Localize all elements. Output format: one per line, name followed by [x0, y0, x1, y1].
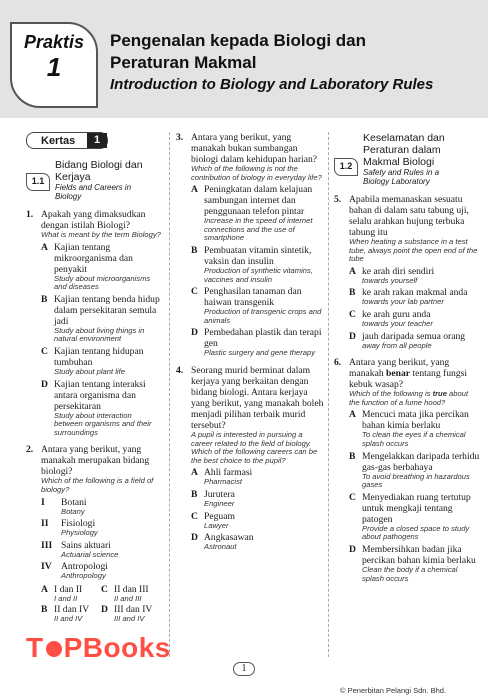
- option-text-english: Production of synthetic vitamins, vaccines and insulin: [204, 265, 313, 284]
- option-b[interactable]: B Jurutera Engineer: [191, 489, 324, 509]
- option-text: Menyediakan ruang tertutup untuk mengkaji tentang patogen: [362, 491, 471, 525]
- question-number: 3.: [176, 132, 184, 143]
- topic-1-1: [26, 159, 161, 201]
- question-text-emphasis: benar: [386, 368, 411, 380]
- option-a[interactable]: A Kajian tentang mikroorganisma dan penyakit Study about microorganisms and diseases: [41, 242, 161, 292]
- option-text-english: II and IV: [54, 613, 83, 623]
- option-a[interactable]: A Mencuci mata jika percikan bahan kimia berlaku To clean the eyes if a chemical splash occurs: [349, 409, 480, 448]
- topic-1-2: [334, 132, 480, 186]
- statement-text-english: Anthropology: [61, 571, 106, 581]
- question-text-part: Antara yang berikut, yang manakah: [349, 357, 450, 380]
- option-text: II dan IV: [54, 603, 90, 615]
- topic-title-english: Biology: [55, 192, 82, 201]
- watermark-text: T: [26, 632, 44, 663]
- option-text: III dan IV: [114, 603, 153, 615]
- option-c-letter[interactable]: C: [101, 583, 108, 595]
- option-text-english: II and III: [114, 593, 142, 603]
- column-3: [334, 132, 480, 590]
- paper-label-text: Kertas: [41, 134, 76, 147]
- option-text: Pembedahan plastik dan terapi gen: [204, 327, 322, 350]
- statement-i: I Botani Botany: [41, 496, 87, 516]
- option-text-english: Study about living things in natural environment: [54, 325, 145, 344]
- question-text: Antara yang berikut, yang manakah merupakan bidang biologi?: [41, 444, 150, 478]
- column-2: [176, 132, 324, 559]
- topic-title-english: Biology Laboratory: [363, 177, 430, 186]
- option-text: Angkasawan: [204, 532, 254, 544]
- question-5: [334, 194, 480, 350]
- practice-badge: [10, 22, 98, 108]
- option-text: jauh daripada semua orang: [362, 330, 466, 342]
- option-text-english: Lawyer: [204, 520, 229, 530]
- chapter-header: [0, 0, 488, 118]
- question-text-english: Which of the following is not the contribution of biology in everyday life?: [191, 164, 322, 182]
- chapter-title-malay-line1: Pengenalan kepada Biologi dan: [110, 31, 366, 50]
- option-text: Mengelakkan daripada terhidu gas-gas berbahaya: [362, 450, 480, 473]
- option-text-english: Pharmacist: [204, 477, 242, 487]
- question-number: 2.: [26, 444, 34, 456]
- option-a[interactable]: A ke arah diri sendiri towards yourself: [349, 266, 480, 286]
- question-text-english: A pupil is interested in pursuing a career related to the field of biology. Which of the following careers can be the best choice to the pupil?: [191, 429, 318, 465]
- topic-title-english: Safety and Rules in a: [363, 168, 440, 177]
- option-text: Jurutera: [204, 488, 235, 500]
- option-d[interactable]: D jauh daripada semua orang away from all people: [349, 331, 480, 351]
- option-text: II dan III: [114, 583, 149, 595]
- option-text: Kajian tentang interaksi antara organisma dan persekitaran: [54, 378, 146, 412]
- option-text-english: Provide a closed space to study about pathogens: [362, 523, 470, 542]
- chapter-title-english: Introduction to Biology and Laboratory Rules: [110, 76, 434, 93]
- option-d-letter[interactable]: D: [101, 603, 108, 615]
- option-text-english: Study about microorganisms and diseases: [54, 273, 151, 292]
- option-d[interactable]: D Membersihkan badan jika percikan bahan kimia berlaku Clean the body if a chemical splash occurs: [349, 544, 480, 583]
- topic-title-malay: Bidang Biologi dan: [55, 159, 143, 171]
- topbooks-watermark: [26, 632, 171, 664]
- option-b[interactable]: B ke arah rakan makmal anda towards your lab partner: [349, 287, 480, 307]
- question-1: [26, 209, 161, 437]
- option-a[interactable]: A Ahli farmasi Pharmacist: [191, 467, 324, 487]
- option-a[interactable]: A Peningkatan dalam kelajuan sambungan internet dan penggunaan telefon pintar Increase in the speed of internet connections and the use of smartphone: [191, 184, 324, 243]
- statement-text: Sains aktuari: [61, 539, 111, 551]
- option-text: Peguam: [204, 510, 235, 522]
- option-text: Mencuci mata jika percikan bahan kimia berlaku: [362, 409, 469, 432]
- page-number: 1: [233, 662, 255, 676]
- question-number: 4.: [176, 364, 184, 376]
- option-text-english: Engineer: [204, 498, 235, 508]
- question-6: [334, 357, 480, 583]
- paper-label-number: 1: [87, 133, 107, 148]
- watermark-dot-icon: [46, 641, 62, 657]
- statement-iii: III Sains aktuari Actuarial science: [41, 539, 119, 559]
- question-text: Apabila memanaskan sesuatu bahan di dalam satu tabung uji, selalu arahkan hujung terbuka tabung itu: [349, 194, 469, 238]
- question-number: 5.: [334, 194, 342, 205]
- option-d[interactable]: D Pembedahan plastik dan terapi gen Plastic surgery and gene therapy: [191, 327, 324, 358]
- question-text-english-part: about the function of a fume hood?: [349, 389, 469, 407]
- option-text-english: away from all people: [362, 340, 432, 350]
- question-number: 1.: [26, 209, 34, 220]
- option-b-letter[interactable]: B: [41, 603, 48, 615]
- option-text: Kajian tentang hidupan tumbuhan: [54, 345, 144, 368]
- paper-label: [26, 132, 108, 149]
- topic-title-malay: Keselamatan dan: [363, 132, 445, 144]
- question-2: [26, 444, 161, 623]
- option-text-english: towards yourself: [362, 275, 418, 285]
- option-text: Kajian tentang mikroorganisma dan penyakit: [54, 241, 133, 275]
- option-text: Penghasilan tanaman dan haiwan transgenik: [204, 286, 302, 309]
- topic-title-english: Fields and Careers in: [55, 183, 132, 192]
- practice-badge-word: Praktis: [23, 32, 85, 52]
- topic-title-malay: Makmal Biologi: [363, 156, 435, 168]
- option-text: ke arah guru anda: [362, 308, 431, 320]
- question-text-part: tentang fungsi kebuk wasap?: [349, 368, 468, 391]
- option-a-letter[interactable]: A: [41, 583, 48, 595]
- question-number: 6.: [334, 357, 342, 369]
- question-text-english-emphasis: true: [432, 389, 447, 399]
- option-c[interactable]: C Peguam Lawyer: [191, 511, 324, 531]
- option-text-english: Plastic surgery and gene therapy: [204, 348, 316, 358]
- option-text-english: Astronaut: [204, 542, 237, 552]
- question-text-english: When heating a substance in a test tube, always point the open end of the tube: [349, 237, 478, 264]
- practice-badge-number: 1: [46, 52, 62, 82]
- statement-text-english: Botany: [61, 506, 85, 516]
- answer-grid: [41, 584, 161, 623]
- option-text-english: I and II: [54, 593, 78, 603]
- column-divider: [169, 132, 170, 657]
- question-text: Apakah yang dimaksudkan dengan istilah Biologi?: [41, 209, 146, 231]
- question-text-english: Which of the following is a field of biology?: [41, 476, 154, 494]
- option-d[interactable]: D Angkasawan Astronaut: [191, 532, 324, 552]
- chapter-title-malay-line2: Peraturan Makmal: [110, 53, 257, 72]
- option-c[interactable]: [114, 584, 161, 604]
- statement-text-english: Actuarial science: [61, 549, 119, 559]
- question-text-english: [349, 390, 480, 407]
- option-c[interactable]: C Menyediakan ruang tertutup untuk mengkaji tentang patogen Provide a closed space to study about pathogens: [349, 492, 480, 542]
- topic-badge: 1.1: [26, 173, 50, 191]
- option-text-english: To avoid breathing in hazardous gases: [362, 471, 470, 490]
- statement-iv: IV Antropologi Anthropology: [41, 561, 108, 581]
- option-text: ke arah rakan makmal anda: [362, 287, 468, 299]
- option-text-english: Clean the body if a chemical splash occurs: [362, 564, 458, 583]
- option-c[interactable]: C ke arah guru anda towards your teacher: [349, 309, 480, 329]
- column-divider: [328, 132, 329, 657]
- question-4: [176, 365, 324, 552]
- question-text: Antara yang berikut, yang manakah bukan sumbangan biologi dalam kehidupan harian?: [191, 132, 318, 165]
- option-text: Membersihkan badan jika percikan bahan kimia berlaku: [362, 543, 476, 566]
- option-text: ke arah diri sendiri: [362, 265, 435, 277]
- option-text-english: Study about interaction between organisms and their surroundings: [54, 410, 152, 437]
- option-b[interactable]: B Pembuatan vitamin sintetik, vaksin dan insulin Production of synthetic vitamins, vaccines and insulin: [191, 245, 324, 284]
- option-a[interactable]: [54, 584, 101, 604]
- option-d[interactable]: [114, 604, 161, 624]
- option-c[interactable]: C Kajian tentang hidupan tumbuhan Study about plant life: [41, 346, 161, 377]
- option-text: Kajian tentang benda hidup dalam persekitaran semula jadi: [54, 293, 160, 327]
- statement-ii: II Fisiologi Physiology: [41, 518, 98, 538]
- chapter-title-malay: [110, 30, 366, 74]
- question-text-english-part: Which of the following is: [349, 389, 433, 399]
- question-text-english: What is meant by the term Biology?: [41, 230, 161, 239]
- topic-badge: 1.2: [334, 158, 358, 176]
- question-text: [349, 357, 480, 390]
- option-text-english: towards your lab partner: [362, 297, 444, 307]
- topic-title-malay: Peraturan dalam: [363, 144, 441, 156]
- option-text-english: Production of transgenic crops and animals: [204, 307, 322, 325]
- option-text: Ahli farmasi: [204, 467, 253, 479]
- question-3: [176, 132, 324, 358]
- question-text: Seorang murid berminat dalam kerjaya yang berkaitan dengan bidang biologi. Antara kerjaya yang berikut, yang manakah boleh menjadi pilihan terbaik murid tersebut?: [191, 364, 324, 431]
- publisher-credit: © Penerbitan Pelangi Sdn. Bhd.: [340, 686, 447, 695]
- watermark-text: PBooks: [63, 632, 171, 663]
- statement-text: Fisiologi: [61, 518, 96, 530]
- option-text: I dan II: [54, 583, 83, 595]
- option-c[interactable]: C Penghasilan tanaman dan haiwan transgenik Production of transgenic crops and animals: [191, 286, 324, 325]
- option-text-english: towards your teacher: [362, 318, 433, 328]
- option-d[interactable]: D Kajian tentang interaksi antara organisma dan persekitaran Study about interaction between organisms and their surroundings: [41, 379, 161, 438]
- option-b[interactable]: [54, 604, 101, 624]
- option-text: Peningkatan dalam kelajuan sambungan internet dan penggunaan telefon pintar: [204, 184, 313, 218]
- statement-text-english: Physiology: [61, 528, 98, 538]
- option-text: Pembuatan vitamin sintetik, vaksin dan insulin: [204, 244, 312, 267]
- statement-text: Antropologi: [61, 561, 108, 573]
- topic-title-malay: Kerjaya: [55, 171, 91, 183]
- option-b[interactable]: B Mengelakkan daripada terhidu gas-gas berbahaya To avoid breathing in hazardous gases: [349, 450, 480, 490]
- column-1: [26, 132, 161, 630]
- option-text-english: Study about plant life: [54, 366, 125, 376]
- statement-text: Botani: [61, 496, 87, 508]
- option-text-english: To clean the eyes if a chemical splash occurs: [362, 430, 466, 448]
- option-text-english: Increase in the speed of internet connections and the use of smartphone: [204, 216, 313, 243]
- option-b[interactable]: B Kajian tentang benda hidup dalam persekitaran semula jadi Study about living things in natural environment: [41, 293, 160, 344]
- option-text-english: III and IV: [114, 613, 145, 623]
